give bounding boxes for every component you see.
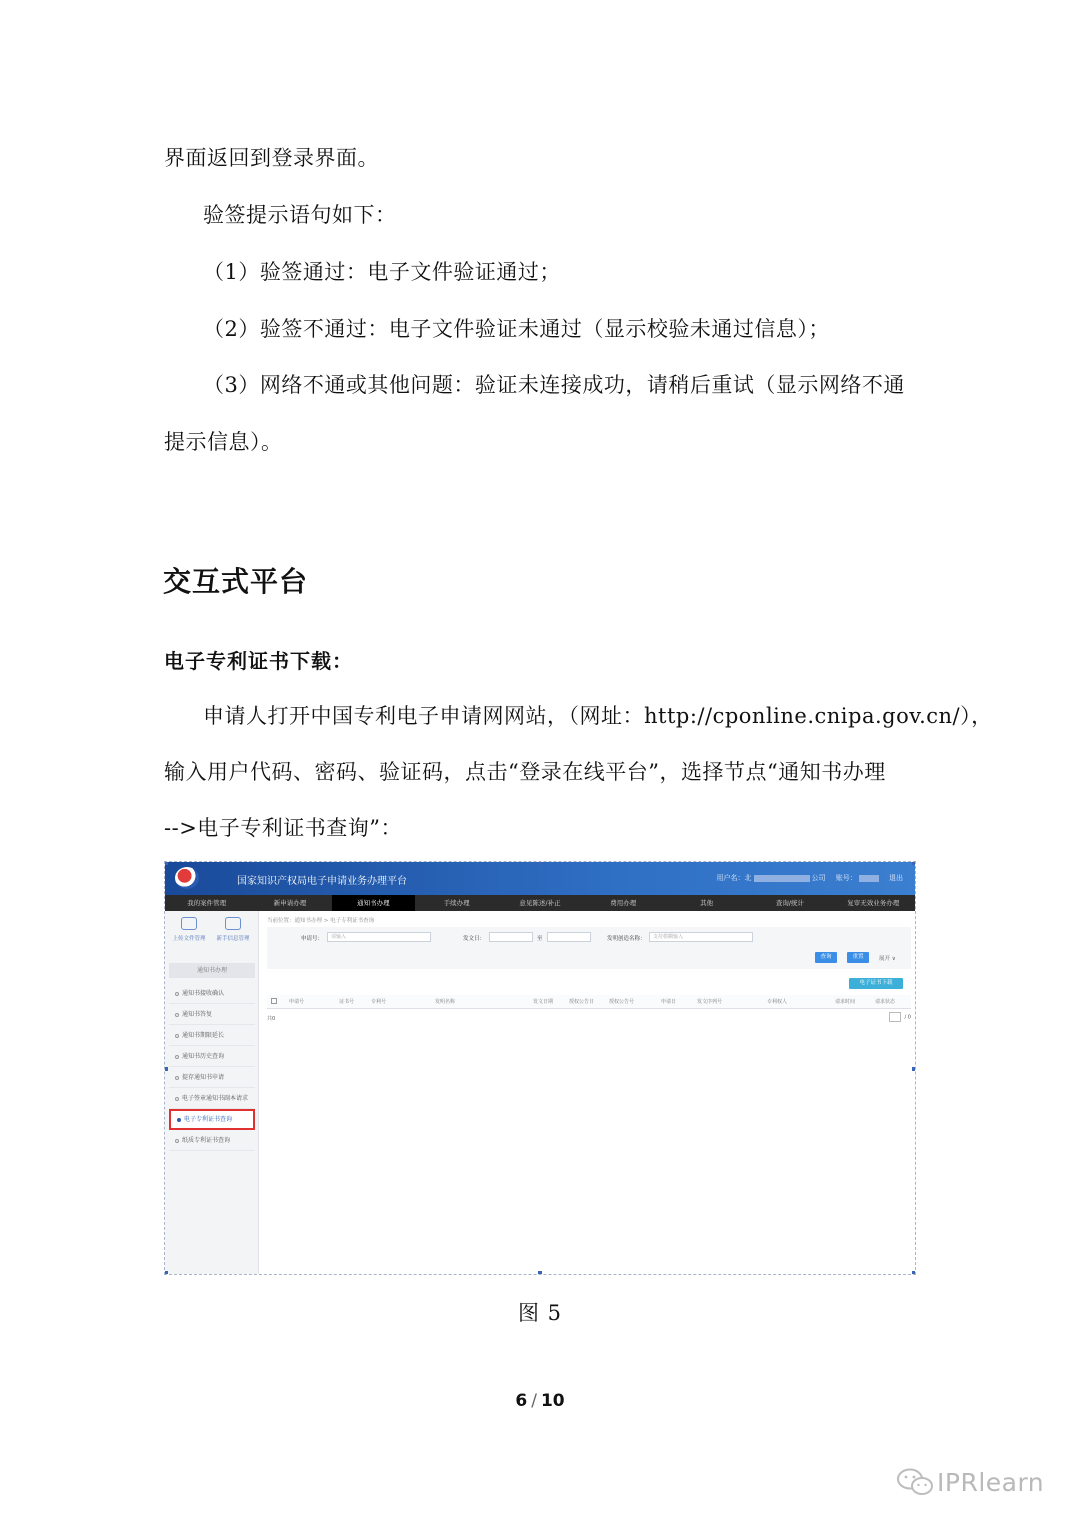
sidebar-item-label: 提存通知书申请 [182, 1074, 225, 1081]
expand-toggle[interactable]: 展开 ∨ [879, 956, 896, 962]
bullet-icon [175, 1034, 179, 1038]
results-total: 共0 [267, 1016, 276, 1022]
reset-button[interactable]: 重置 [847, 952, 869, 963]
date-label: 发文日： [463, 936, 486, 942]
sidebar-item-label: 纸质专利证书查询 [182, 1137, 231, 1144]
sidebar-item-reply[interactable] [169, 1004, 255, 1025]
app-no-label: 申请号： [301, 936, 324, 942]
page-separator: / [531, 1391, 537, 1411]
sidebar-item-esign-copy[interactable] [169, 1088, 255, 1109]
bullet-icon [175, 1139, 179, 1143]
paragraph-return-login: 界面返回到登录界面。 [164, 146, 379, 170]
resize-handle [164, 861, 168, 865]
sidebar-item-label: 通知书历史查询 [182, 1053, 225, 1060]
sidebar-item-label: 通知书期限延长 [182, 1032, 225, 1039]
page-input[interactable] [889, 1012, 901, 1022]
bullet-icon [175, 992, 179, 996]
platform-header [165, 862, 915, 895]
resize-handle [538, 1271, 542, 1275]
list-item-verify-pass: （1）验签通过：电子文件验证通过； [203, 260, 561, 284]
resize-handle [912, 1067, 916, 1071]
invention-name-input[interactable]: 支持模糊输入 [649, 932, 753, 942]
column-header: 申请日 [661, 999, 677, 1005]
column-header: 发文序列号 [697, 999, 723, 1005]
resize-handle [912, 1271, 916, 1275]
page-current: 6 [515, 1391, 528, 1411]
sidebar-item-history[interactable] [169, 1046, 255, 1067]
redacted-username [754, 875, 810, 882]
app-no-input[interactable]: 请输入 [327, 932, 431, 942]
new-info-button[interactable] [211, 917, 255, 942]
bullet-icon [175, 1097, 179, 1101]
page-number [0, 1391, 1080, 1411]
user-label: 用户名：北 [716, 874, 752, 882]
sidebar-item-label: 电子签章通知书副本请求 [182, 1095, 249, 1102]
sidebar-item-deposit[interactable] [169, 1067, 255, 1088]
nav-observations[interactable]: 意见陈述/补正 [519, 899, 561, 907]
sidebar-list [169, 983, 255, 1151]
column-header: 专利权人 [767, 999, 788, 1005]
column-header: 证书号 [339, 999, 355, 1005]
subsection-heading: 电子专利证书下载： [164, 649, 353, 673]
logout-link[interactable]: 退出 [889, 874, 903, 882]
bullet-icon [175, 1055, 179, 1059]
column-header: 发明名称 [435, 999, 456, 1005]
date-to-input[interactable] [547, 932, 591, 942]
resize-handle [912, 861, 916, 865]
figure-screenshot [164, 861, 916, 1275]
main-content [261, 911, 915, 1275]
paragraph-instructions-2: 输入用户代码、密码、验证码，点击“登录在线平台”，选择节点“通知书办理 [164, 760, 886, 784]
page-total-count: 10 [540, 1391, 565, 1411]
column-header: 请求时间 [835, 999, 856, 1005]
breadcrumb: 当前位置：通知书办理 > 电子专利证书查询 [267, 918, 375, 924]
paragraph-instructions-3: -->电子专利证书查询”： [164, 816, 403, 840]
platform-title: 国家知识产权局电子申请业务办理平台 [237, 876, 407, 887]
main-nav [165, 895, 915, 911]
paragraph-verify-intro: 验签提示语句如下： [203, 203, 397, 227]
column-header: 发文日期 [533, 999, 554, 1005]
resize-handle [164, 1067, 168, 1071]
sidebar-item-label: 电子专利证书查询 [184, 1116, 233, 1123]
list-item-network-error-cont: 提示信息）。 [164, 430, 283, 454]
section-heading: 交互式平台 [163, 565, 309, 598]
cnipa-logo-icon [175, 867, 199, 889]
sidebar-item-e-certificate[interactable] [169, 1109, 255, 1130]
nav-new-application[interactable]: 新申请办理 [273, 899, 307, 907]
nav-reexam[interactable]: 复审无效业务办理 [847, 899, 900, 907]
column-header: 申请号 [289, 999, 305, 1005]
nav-my-cases[interactable]: 我的案件管理 [187, 899, 227, 907]
resize-handle [164, 1271, 168, 1275]
sidebar-item-paper-certificate[interactable] [169, 1130, 255, 1151]
column-header: 授权公告日 [569, 999, 595, 1005]
download-certificate-button[interactable]: 电子证书下载 [849, 978, 903, 989]
nav-fees[interactable]: 费用办理 [610, 899, 637, 907]
column-header: 请求状态 [875, 999, 896, 1005]
nav-procedures[interactable]: 手续办理 [443, 899, 470, 907]
column-header: 专利号 [371, 999, 387, 1005]
sidebar-section-title: 通知书办理 [169, 963, 255, 978]
select-all-checkbox[interactable] [271, 998, 277, 1004]
list-item-verify-fail: （2）验签不通过：电子文件验证未通过（显示校验未通过信息）； [203, 317, 830, 341]
sidebar-top [165, 911, 259, 951]
sidebar-item-label: 通知书答复 [182, 1011, 213, 1018]
user-company-suffix: 公司 [811, 874, 826, 882]
nav-other[interactable]: 其他 [700, 899, 714, 907]
resize-handle [538, 861, 542, 865]
wechat-icon [895, 1467, 935, 1497]
bullet-icon [175, 1076, 179, 1080]
nav-notices[interactable]: 通知书办理 [332, 895, 415, 911]
column-header: 授权公告号 [609, 999, 635, 1005]
search-form [267, 927, 911, 969]
sidebar [165, 911, 259, 1275]
page-total: / 0 [904, 1014, 911, 1021]
invention-name-label: 发明创造名称： [607, 936, 646, 942]
date-from-input[interactable] [489, 932, 533, 942]
list-item-network-error: （3）网络不通或其他问题：验证未连接成功，请稍后重试（显示网络不通 [203, 373, 905, 397]
results-table-header [267, 995, 911, 1009]
paragraph-instructions-1: 申请人打开中国专利电子申请网网站，（网址：http://cponline.cnipa.gov.cn/）， [203, 704, 993, 728]
account-label: 账号： [835, 874, 857, 882]
cloud-upload-icon [181, 917, 197, 930]
watermark [895, 1465, 1055, 1499]
date-to-label: 至 [537, 936, 543, 942]
query-button[interactable]: 查询 [815, 952, 837, 963]
bullet-icon [175, 1013, 179, 1017]
upload-files-button[interactable] [167, 917, 211, 942]
upload-files-label: 上传文件管理 [172, 936, 206, 942]
new-info-label: 新手信息管理 [216, 936, 250, 942]
user-info [709, 873, 903, 883]
nav-query-stats[interactable]: 查询/统计 [775, 899, 805, 907]
sidebar-item-extension[interactable] [169, 1025, 255, 1046]
pagination [889, 1012, 911, 1022]
watermark-text: IPRlearn [937, 1468, 1045, 1497]
sidebar-item-label: 通知书接收确认 [182, 990, 225, 997]
sidebar-item-receipt-confirm[interactable] [169, 983, 255, 1004]
bullet-icon [177, 1118, 181, 1122]
redacted-account [859, 875, 879, 882]
folder-icon [225, 917, 241, 930]
figure-caption: 图 5 [517, 1301, 563, 1325]
